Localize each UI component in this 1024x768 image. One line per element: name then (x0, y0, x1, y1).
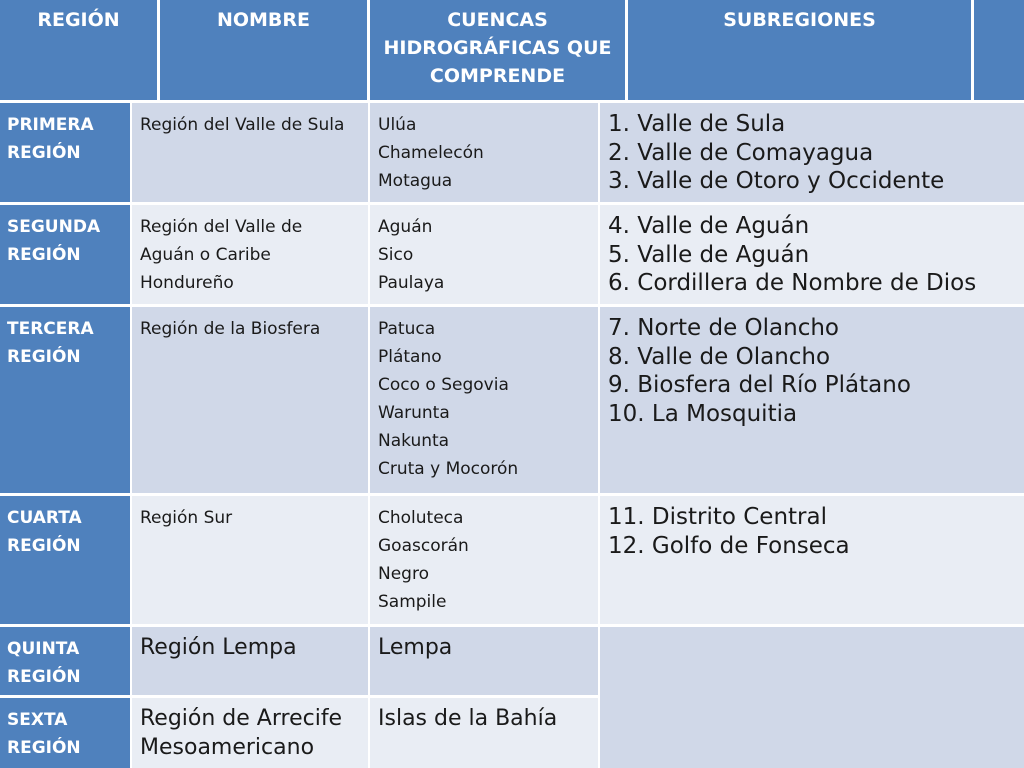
header-empty (974, 0, 1024, 100)
cuencas-cell-sexta: Islas de la Bahía (370, 698, 598, 768)
header-region: REGIÓN (0, 0, 157, 100)
subregiones-cell-cuarta: 11. Distrito Central 12. Golfo de Fonseca (600, 496, 1024, 624)
subregiones-cell-segunda: 4. Valle de Aguán 5. Valle de Aguán 6. Cordillera de Nombre de Dios (600, 205, 1024, 304)
cuencas-cell-primera: Ulúa Chamelecón Motagua (370, 103, 598, 202)
cuencas-cell-tercera: Patuca Plátano Coco o Segovia Warunta Nakunta Cruta y Mocorón (370, 307, 598, 493)
region-cell-primera: PRIMERA REGIÓN (0, 103, 130, 202)
nombre-cell-cuarta: Región Sur (132, 496, 368, 624)
region-cell-tercera: TERCERA REGIÓN (0, 307, 130, 493)
subregiones-cell-tercera: 7. Norte de Olancho 8. Valle de Olancho 9. Biosfera del Río Plátano 10. La Mosquitia (600, 307, 1024, 493)
nombre-cell-segunda: Región del Valle de Aguán o Caribe Hondureño (132, 205, 368, 304)
region-cell-segunda: SEGUNDA REGIÓN (0, 205, 130, 304)
cuencas-cell-segunda: Aguán Sico Paulaya (370, 205, 598, 304)
nombre-cell-primera: Región del Valle de Sula (132, 103, 368, 202)
header-cuencas: CUENCAS HIDROGRÁFICAS QUE COMPRENDE (370, 0, 625, 100)
subregiones-cell-empty (600, 627, 1024, 768)
header-subregiones: SUBREGIONES (628, 0, 971, 100)
nombre-cell-sexta: Región de Arrecife Mesoamericano (132, 698, 368, 768)
region-cell-sexta: SEXTA REGIÓN (0, 698, 130, 768)
header-nombre: NOMBRE (160, 0, 367, 100)
region-cell-quinta: QUINTA REGIÓN (0, 627, 130, 695)
cuencas-cell-quinta: Lempa (370, 627, 598, 695)
nombre-cell-tercera: Región de la Biosfera (132, 307, 368, 493)
cuencas-cell-cuarta: Choluteca Goascorán Negro Sampile (370, 496, 598, 624)
region-cell-cuarta: CUARTA REGIÓN (0, 496, 130, 624)
nombre-cell-quinta: Región Lempa (132, 627, 368, 695)
subregiones-cell-primera: 1. Valle de Sula 2. Valle de Comayagua 3. Valle de Otoro y Occidente (600, 103, 1024, 202)
